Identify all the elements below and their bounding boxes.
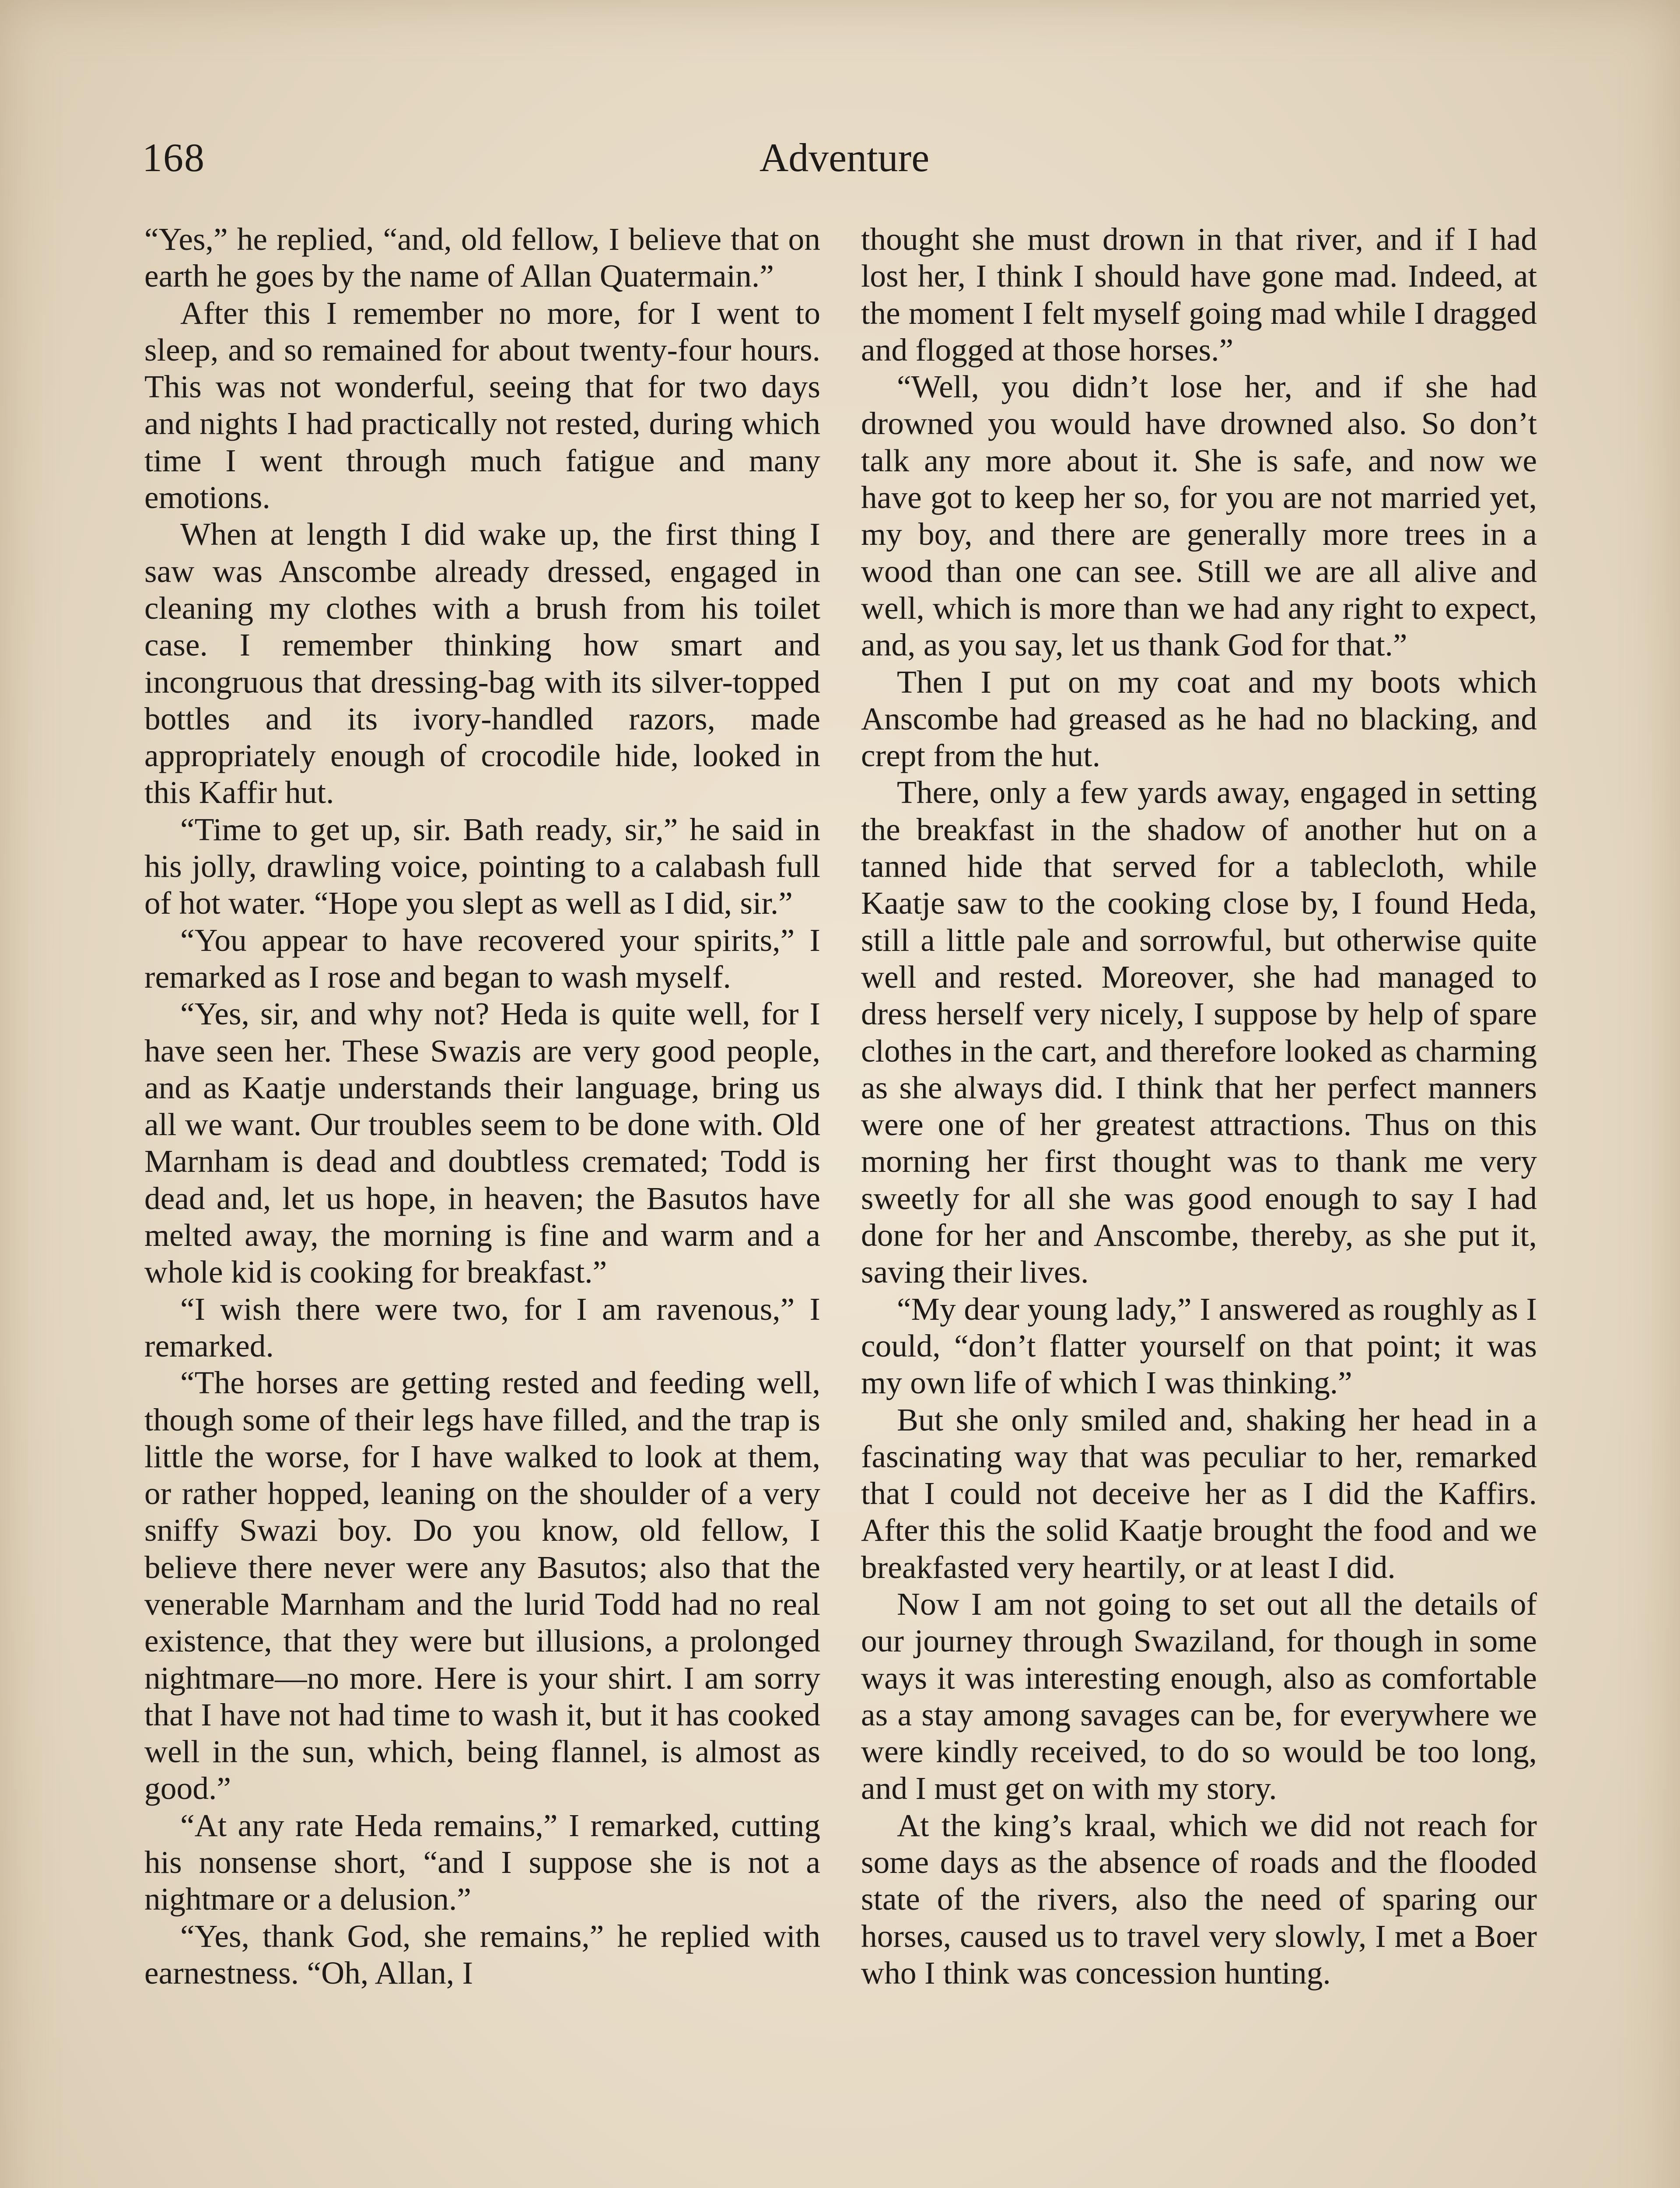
page-number: 168 xyxy=(142,135,205,180)
paragraph: “You appear to have recovered your spirits,” I remarked as I rose and began to wash myself. xyxy=(144,922,820,995)
paragraph: After this I remember no more, for I went to sleep, and so remained for about twenty-four hours. This was not wonderful, seeing that for two days and nights I had practically not rested, during which time I went through much fatigue and many emotions. xyxy=(144,295,820,515)
paragraph: When at length I did wake up, the first thing I saw was Anscombe already dressed, engaged in cleaning my clothes with a brush from his toilet case. I remember thinking how smart and incongruous that dressing-bag with its silver-topped bottles and its ivory-handled razors, made appropriately enough of crocodile hide, looked in this Kaffir hut. xyxy=(144,516,820,810)
paragraph: “Time to get up, sir. Bath ready, sir,” he said in his jolly, drawling voice, pointing to a calabash full of hot water. “Hope you slept as well as I did, sir.” xyxy=(144,811,820,921)
paragraph: There, only a few yards away, engaged in setting the breakfast in the shadow of another hut on a tanned hide that served for a tablecloth, while Kaatje saw to the cooking close by, I found Heda, still a little pale and sorrowful, but otherwise quite well and rested. Moreover, she had managed to dress herself very nicely, I suppose by help of spare clothes in the cart, and therefore looked as charming as she always did. I think that her perfect manners were one of her greatest attractions. Thus on this morning her first thought was to thank me very sweetly for all she was good enough to say I had done for her and Anscombe, thereby, as she put it, saving their lives. xyxy=(861,775,1537,1290)
paragraph: Now I am not going to set out all the details of our journey through Swaziland, for though in some ways it was interesting enough, also as comfortable as a stay among savages can be, for everywhere we were kindly received, to do so would be too long, and I must get on with my story. xyxy=(861,1586,1537,1806)
paragraph: “Yes,” he replied, “and, old fellow, I believe that on earth he goes by the name of Allan Quatermain.” xyxy=(144,221,820,294)
right-column xyxy=(861,221,1537,1992)
paragraph: Then I put on my coat and my boots which Anscombe had greased as he had no blacking, and crept from the hut. xyxy=(861,664,1537,774)
paragraph: “The horses are getting rested and feeding well, though some of their legs have filled, and the trap is little the worse, for I have walked to look at them, or rather hopped, leaning on the shoulder of a very sniffy Swazi boy. Do you know, old fellow, I believe there never were any Basutos; also that the venerable Marnham and the lurid Todd had no real existence, that they were but illusions, a prolonged nightmare—no more. Here is your shirt. I am sorry that I have not had time to wash it, but it has cooked well in the sun, which, being flannel, is almost as good.” xyxy=(144,1365,820,1806)
paragraph: “My dear young lady,” I answered as roughly as I could, “don’t flatter yourself on that point; it was my own life of which I was thinking.” xyxy=(861,1291,1537,1401)
left-column xyxy=(144,221,820,1992)
paragraph: “Yes, sir, and why not? Heda is quite well, for I have seen her. These Swazis are very good people, and as Kaatje understands their language, bring us all we want. Our troubles seem to be done with. Old Marnham is dead and doubtless cremated; Todd is dead and, let us hope, in heaven; the Basutos have melted away, the morning is fine and warm and a whole kid is cooking for breakfast.” xyxy=(144,996,820,1290)
paragraph: But she only smiled and, shaking her head in a fascinating way that was peculiar to her, remarked that I could not deceive her as I did the Kaffirs. After this the solid Kaatje brought the food and we breakfasted very heartily, or at least I did. xyxy=(861,1402,1537,1585)
paragraph-continued: thought she must drown in that river, and if I had lost her, I think I should have gone mad. Indeed, at the moment I felt myself going mad while I dragged and flogged at those horses.” xyxy=(861,221,1537,368)
paragraph: “Well, you didn’t lose her, and if she had drowned you would have drowned also. So don’t talk any more about it. She is safe, and now we have got to keep her so, for you are not married yet, my boy, and there are generally more trees in a wood than one can see. Still we are all alive and well, which is more than we had any right to expect, and, as you say, let us thank God for that.” xyxy=(861,369,1537,663)
paragraph: “Yes, thank God, she remains,” he replied with earnestness. “Oh, Allan, I xyxy=(144,1918,820,1991)
paragraph: “I wish there were two, for I am ravenous,” I remarked. xyxy=(144,1291,820,1364)
paragraph: At the king’s kraal, which we did not reach for some days as the absence of roads and the flooded state of the rivers, also the need of sparing our horses, caused us to travel very slowly, I met a Boer who I think was concession hunting. xyxy=(861,1807,1537,1991)
running-title: Adventure xyxy=(759,135,930,180)
running-head xyxy=(142,131,1547,184)
paragraph: “At any rate Heda remains,” I remarked, cutting his nonsense short, “and I suppose she is not a nightmare or a delusion.” xyxy=(144,1807,820,1917)
